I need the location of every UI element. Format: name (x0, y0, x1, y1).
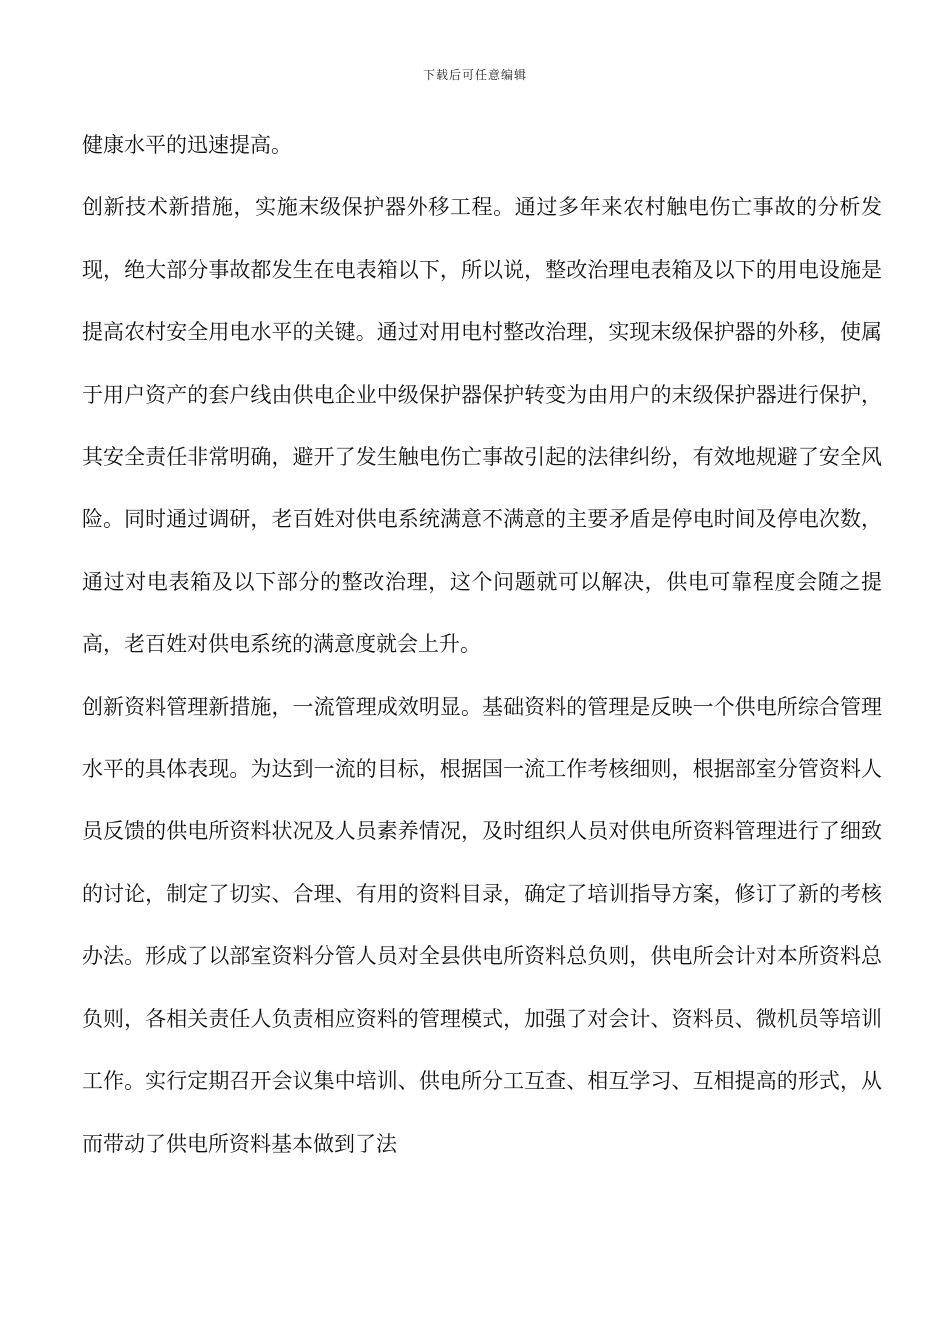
page-header: 下载后可任意编辑 (422, 68, 527, 82)
paragraph-2: 创新技术新措施，实施末级保护器外移工程。通过多年来农村触电伤亡事故的分析发现，绝大部分事故都发生在电表箱以下，所以说，整改治理电表箱及以下的用电设施是提高农村安全用电水平的关键。通过对用电村整改治理，实现末级保护器的外移，使属于用户资产的套户线由供电企业中级保护器保护转变为由用户的末级保护器进行保护，其安全责任非常明确，避开了发生触电伤亡事故引起的法律纠纷，有效地规避了安全风险。同时通过调研，老百姓对供电系统满意不满意的主要矛盾是停电时间及停电次数，通过对电表箱及以下部分的整改治理，这个问题就可以解决，供电可靠程度会随之提高，老百姓对供电系统的满意度就会上升。 (82, 195, 882, 657)
paragraph-1: 健康水平的迅速提高。 (82, 133, 292, 157)
document-body (82, 114, 882, 1175)
paragraph-3: 创新资料管理新措施，一流管理成效明显。基础资料的管理是反映一个供电所综合管理水平的具体表现。为达到一流的目标，根据国一流工作考核细则，根据部室分管资料人员反馈的供电所资料状况及人员素养情况，及时组织人员对供电所资料管理进行了细致的讨论，制定了切实、合理、有用的资料目录，确定了培训指导方案，修订了新的考核办法。形成了以部室资料分管人员对全县供电所资料总负则，供电所会计对本所资料总负则，各相关责任人负责相应资料的管理模式，加强了对会计、资料员、微机员等培训工作。实行定期召开会议集中培训、供电所分工互查、相互学习、互相提高的形式，从而带动了供电所资料基本做到了法 (82, 694, 882, 1156)
